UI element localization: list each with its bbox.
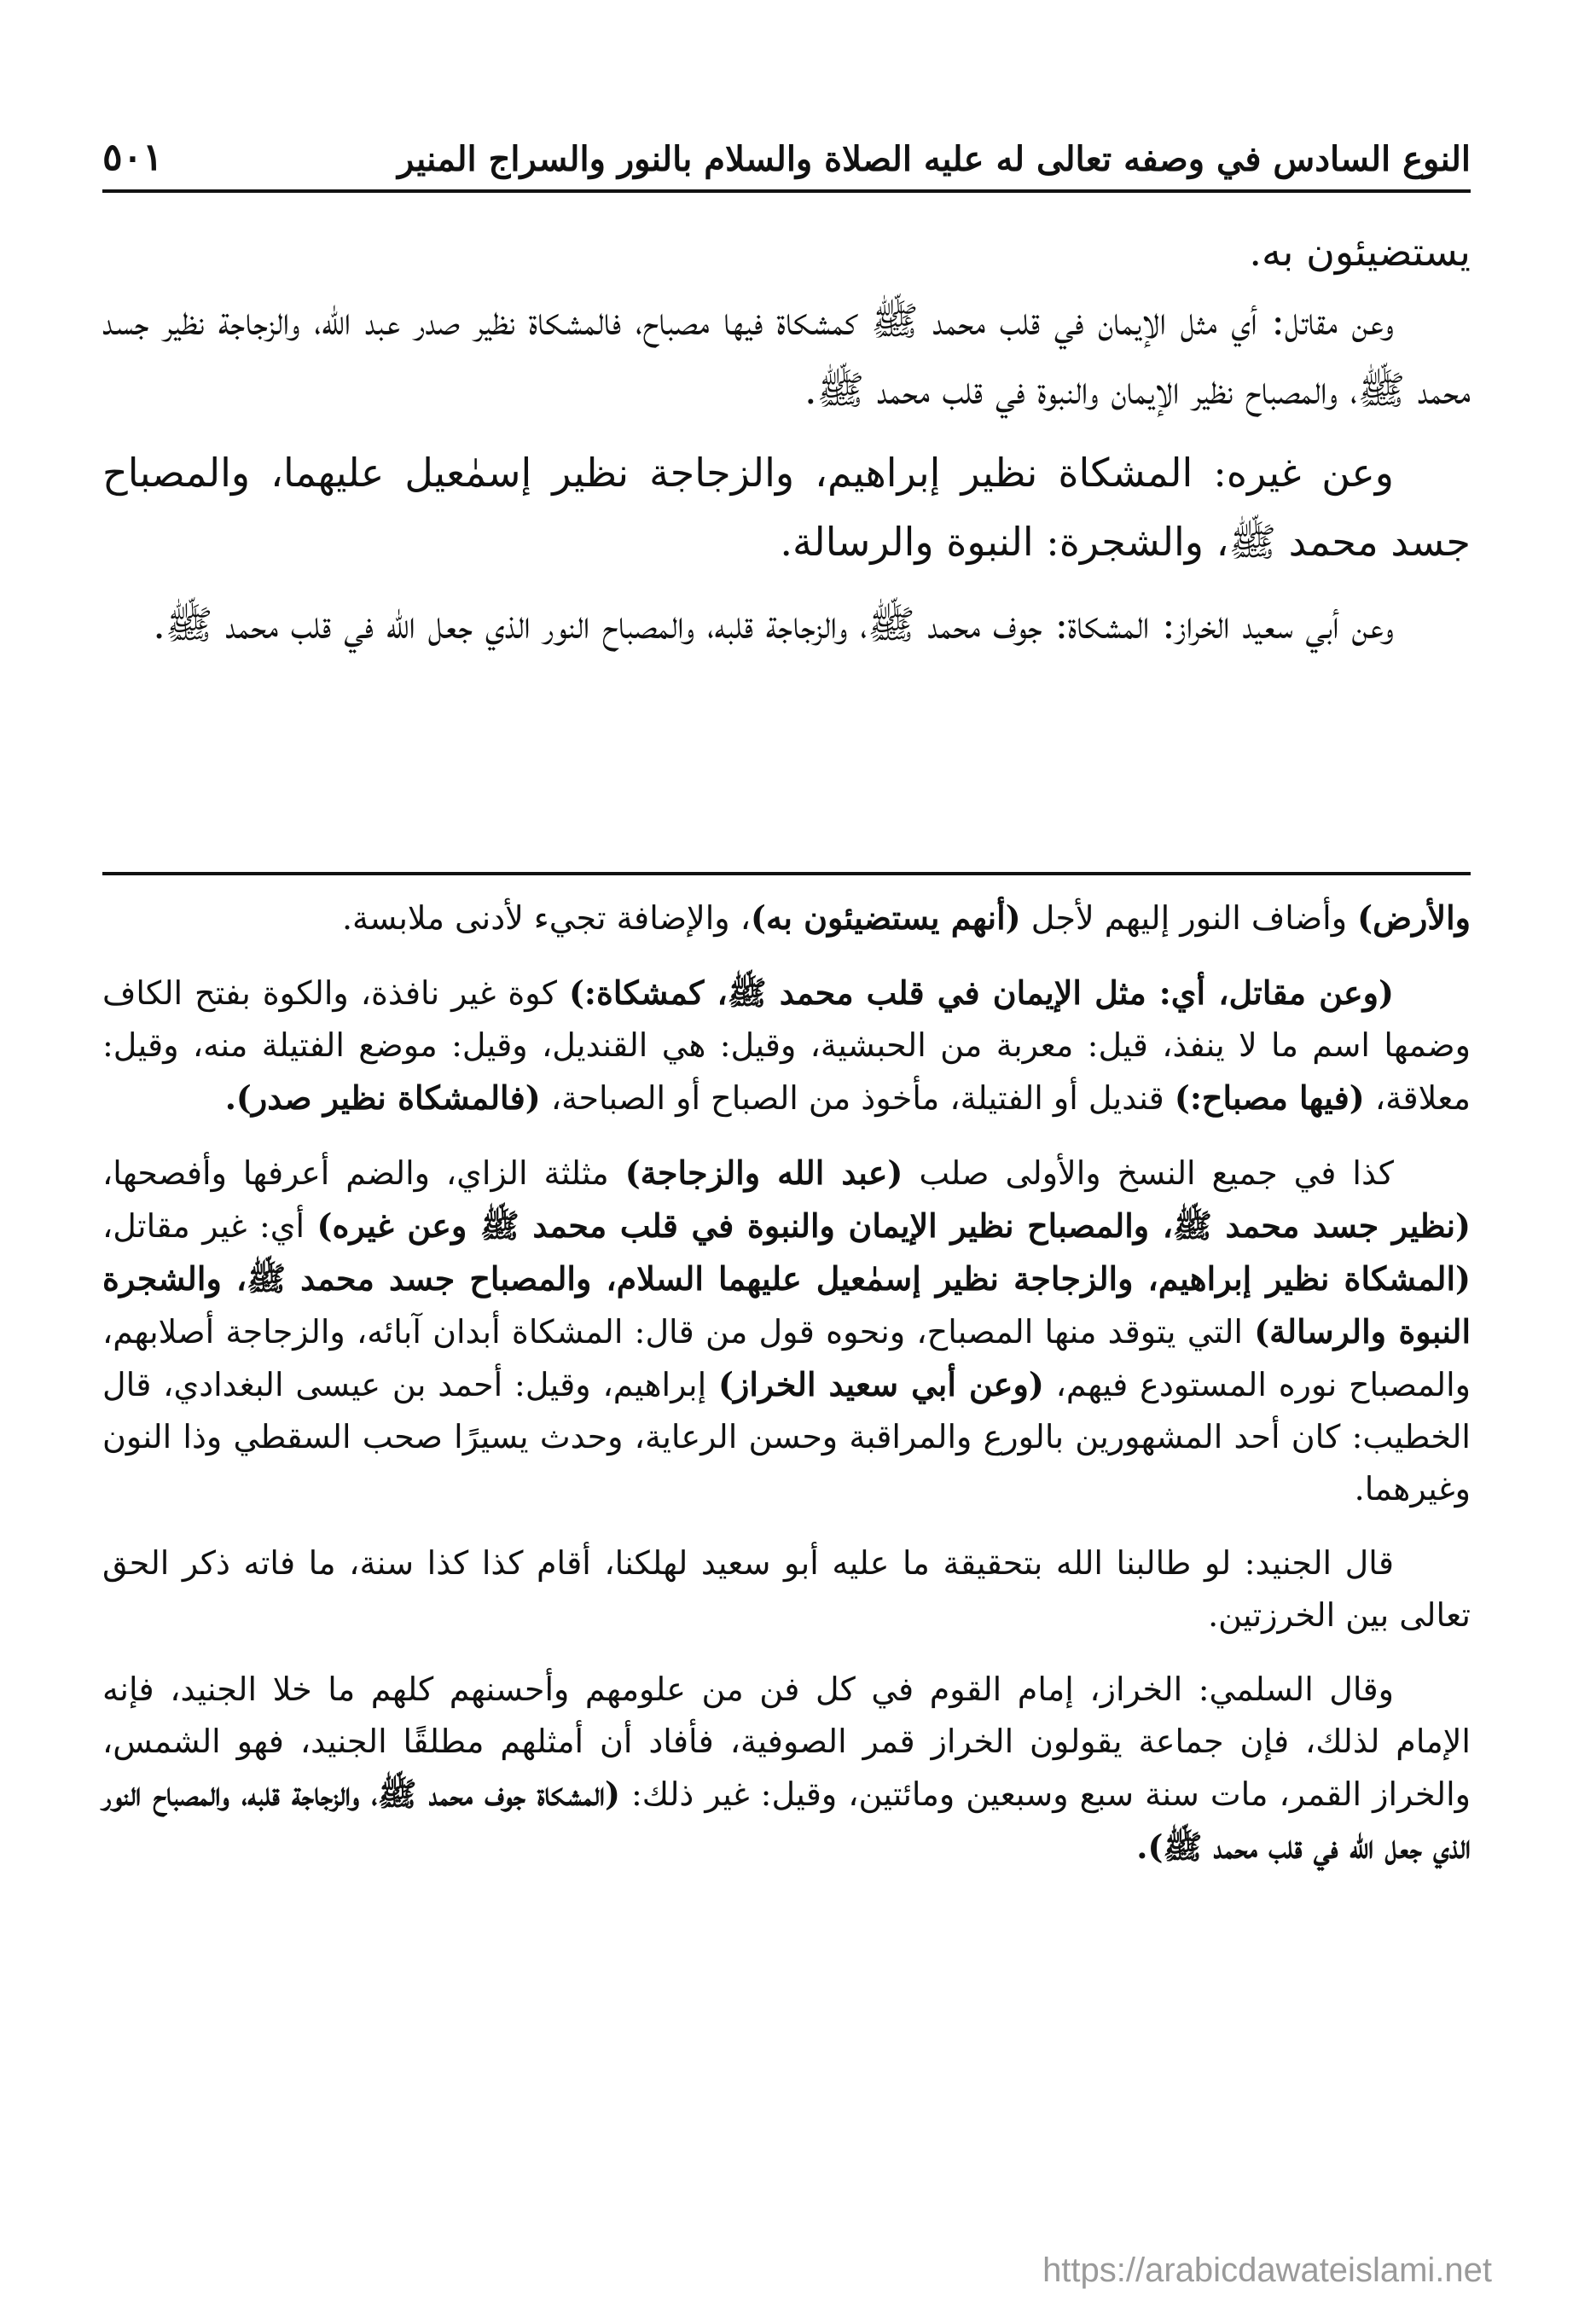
header-title: النوع السادس في وصفه تعالى له عليه الصلاة والسلام بالنور والسراج المنير — [398, 139, 1471, 179]
explanation-text: كذا في جميع النسخ والأولى صلب — [903, 1154, 1394, 1192]
explanation-text: كوة غير نافذة، والكوة بفتح الكاف وضمها اسم ما لا ينفذ، قيل: معربة من الحبشية، وقيل: هي القنديل، وقيل: موضع الفتيلة منه، وقيل: معلاقة، — [102, 974, 1471, 1117]
explanation-text: وقال السلمي: الخراز، إمام القوم في كل فن من علومهم وأحسنهم كلهم ما خلا الجنيد، فإنه الإمام لذلك، فإن جماعة يقولون الخراز قمر الصوفية، فأفاد أن أمثلهم مطلقًا الجنيد، فهو الشمس، والخراز القمر، مات سنة سبع وسبعين ومائتين، وقيل: غير ذلك: — [102, 1670, 1471, 1813]
explanation-text: التي يتوقد منها المصباح، ونحوه قول من قال: المشكاة أبدان آبائه، والزجاجة أصلابهم، والمصباح نوره المستودع فيهم، — [102, 1313, 1471, 1403]
commentary-paragraph-4 — [102, 1537, 1471, 1641]
commentary-paragraph-1 — [102, 892, 1471, 944]
quoted-text: (فالمشكاة نظير صدر). — [224, 1078, 541, 1117]
quoted-text: (وعن مقاتل، أي: مثل الإيمان في قلب محمد ﷺ، كمشكاة:) — [568, 973, 1395, 1012]
quoted-text: (فيها مصباح:) — [1174, 1078, 1365, 1117]
main-paragraph-4: وعن أبي سعيد الخراز: المشكاة: جوف محمد ﷺ، والزجاجة قلبه، والمصباح النور الذي جعل الله في قلب محمد ﷺ. — [153, 601, 1394, 648]
commentary-text — [102, 892, 1471, 1874]
commentary-paragraph-5 — [102, 1664, 1471, 1874]
quoted-text: (نظير جسد محمد ﷺ، والمصباح نظير الإيمان والنبوة في قلب محمد ﷺ وعن غيره) — [316, 1206, 1471, 1245]
site-watermark: https://arabicdawateislami.net — [1042, 2251, 1492, 2289]
quoted-text: (عبد الله والزجاجة) — [624, 1153, 903, 1192]
main-text — [102, 218, 1471, 659]
main-paragraph-3: وعن غيره: المشكاة نظير إبراهيم، والزجاجة نظير إسمٰعيل عليهما، والمصباح جسد محمد ﷺ، والشجرة: النبوة والرسالة. — [102, 450, 1471, 565]
quoted-text: (المشكاة نظير إبراهيم، والزجاجة نظير إسمٰعيل عليهما السلام، والمصباح جسد محمد ﷺ، والشجرة النبوة والرسالة) — [102, 1259, 1471, 1351]
quoted-text: (أنهم يستضيئون به) — [750, 898, 1021, 937]
commentary-paragraph-3 — [102, 1147, 1471, 1515]
page-number: ٥٠١ — [102, 136, 163, 179]
header-rule — [102, 189, 1471, 193]
explanation-text: مثلثة الزاي، والضم أعرفها وأفصحها، — [102, 1154, 625, 1192]
explanation-text: أي: غير مقاتل، — [102, 1207, 317, 1245]
quoted-text: (المشكاة جوف محمد ﷺ، والزجاجة قلبه، والمصباح النور الذي جعل الله في قلب محمد ﷺ). — [102, 1775, 1471, 1866]
main-paragraph-2: وعن مقاتل: أي مثل الإيمان في قلب محمد ﷺ كمشكاة فيها مصباح، فالمشكاة نظير صدر عبد الله، والزجاجة نظير جسد محمد ﷺ، والمصباح نظير الإيمان والنبوة في قلب محمد ﷺ. — [102, 298, 1471, 413]
explanation-text: وأضاف النور إليهم لأجل — [1020, 899, 1358, 937]
quoted-text: (وعن أبي سعيد الخراز) — [718, 1365, 1044, 1403]
explanation-text: قنديل أو الفتيلة، مأخوذ من الصباح أو الصباحة، — [540, 1079, 1175, 1117]
explanation-text: إبراهيم، وقيل: أحمد بن عيسى البغدادي، قال الخطيب: كان أحد المشهورين بالورع والمراقبة وحسن الرعاية، وحدث يسيرًا صحب السقطي وذا النون وغيرهما. — [102, 1366, 1471, 1508]
explanation-text: قال الجنيد: لو طالبنا الله بتحقيقة ما عليه أبو سعيد لهلكنا، أقام كذا كذا سنة، ما فاته ذكر الحق تعالى بين الخرزتين. — [102, 1544, 1471, 1634]
quoted-text: والأرض) — [1357, 898, 1471, 937]
commentary-paragraph-2 — [102, 967, 1471, 1124]
main-paragraph-1: يستضيئون به. — [1249, 229, 1471, 275]
explanation-text: ، والإضافة تجيء لأدنى ملابسة. — [341, 899, 751, 937]
running-header — [102, 119, 1471, 179]
commentary-rule — [102, 872, 1471, 875]
